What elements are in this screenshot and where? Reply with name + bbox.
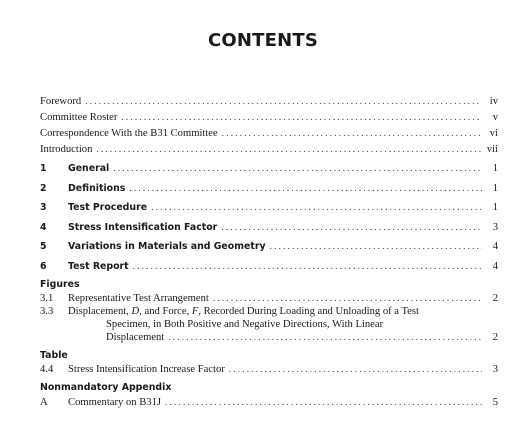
dot-leader <box>222 126 482 140</box>
toc-figure-3-3[interactable] <box>40 305 498 345</box>
toc-table-label: Stress Intensification Increase Factor <box>68 364 225 375</box>
toc-figure-number: 3.3 <box>40 306 54 317</box>
toc-entry-page: 1 <box>492 183 498 194</box>
toc-entry-page: 1 <box>492 163 498 174</box>
dot-leader <box>85 94 482 108</box>
toc-entry-page: 3 <box>492 364 498 375</box>
dot-leader <box>129 181 482 195</box>
appendix-heading: Nonmandatory Appendix <box>40 382 172 393</box>
toc-figure-3-1[interactable] <box>40 291 498 305</box>
toc-figure-label-line1 <box>68 305 419 318</box>
toc-section-label: General <box>68 163 110 174</box>
toc-appendix-a[interactable] <box>40 395 498 409</box>
symbol-f: F <box>191 306 199 317</box>
toc-entry-committee-roster[interactable] <box>40 110 498 124</box>
toc-entry-page: 5 <box>492 397 498 408</box>
toc-section-1[interactable] <box>40 161 498 175</box>
dot-leader <box>168 331 482 344</box>
toc-figure-label: Representative Test Arrangement <box>68 293 209 304</box>
dot-leader <box>133 259 482 273</box>
dot-leader <box>213 291 482 305</box>
dot-leader <box>113 161 482 175</box>
dot-leader <box>270 239 482 253</box>
toc-section-number: 2 <box>40 183 47 194</box>
toc-section-5[interactable] <box>40 239 498 253</box>
page-title: CONTENTS <box>207 30 319 51</box>
toc-entry-label: Committee Roster <box>40 112 118 123</box>
toc-section-number: 4 <box>40 222 47 233</box>
toc-section-label: Variations in Materials and Geometry <box>68 241 266 252</box>
toc-entry-page: vi <box>489 128 498 139</box>
toc-section-2[interactable] <box>40 181 498 195</box>
dot-leader <box>96 142 482 156</box>
toc-section-label: Test Procedure <box>68 202 148 213</box>
toc-entry-introduction[interactable] <box>40 142 498 156</box>
label-fragment: , Recorded During Loading and Unloading of a Test <box>198 306 419 317</box>
label-fragment: Displacement, <box>68 306 132 317</box>
table-heading: Table <box>40 350 68 361</box>
dot-leader <box>151 200 482 214</box>
toc-entry-page: iv <box>489 96 498 107</box>
toc-section-label: Stress Intensification Factor <box>68 222 218 233</box>
toc-section-number: 5 <box>40 241 47 252</box>
toc-section-label: Definitions <box>68 183 126 194</box>
toc-entry-page: 1 <box>492 202 498 213</box>
toc-entry-label: Foreword <box>40 96 82 107</box>
toc-entry-page: 3 <box>492 222 498 233</box>
figures-heading: Figures <box>40 279 80 290</box>
toc-section-number: 3 <box>40 202 47 213</box>
toc-section-4[interactable] <box>40 220 498 234</box>
toc-figure-label-line3 <box>106 331 498 344</box>
toc-entry-foreword[interactable] <box>40 94 498 108</box>
toc-figure-number: 3.1 <box>40 293 54 304</box>
toc-section-label: Test Report <box>68 261 129 272</box>
dot-leader <box>165 395 482 409</box>
toc-table-4-4[interactable] <box>40 362 498 376</box>
dot-leader <box>229 362 482 376</box>
toc-table-number: 4.4 <box>40 364 54 375</box>
dot-leader <box>121 110 482 124</box>
label-fragment: , and Force, <box>139 306 192 317</box>
toc-entry-page: 4 <box>492 261 498 272</box>
toc-entry-page: v <box>492 112 498 123</box>
toc-entry-page: 2 <box>492 293 498 304</box>
dot-leader <box>221 220 482 234</box>
toc-section-number: 6 <box>40 261 47 272</box>
toc-entry-label: Introduction <box>40 144 93 155</box>
toc-entry-page: vii <box>486 144 498 155</box>
toc-appendix-letter: A <box>40 397 48 408</box>
toc-section-number: 1 <box>40 163 47 174</box>
toc-entry-page: 2 <box>492 332 498 343</box>
toc-appendix-label: Commentary on B31J <box>68 397 161 408</box>
toc-section-3[interactable] <box>40 200 498 214</box>
toc-figure-label-end: Displacement <box>106 332 165 343</box>
symbol-d: D <box>131 306 140 317</box>
toc-section-6[interactable] <box>40 259 498 273</box>
toc-entry-correspondence[interactable] <box>40 126 498 140</box>
toc-entry-page: 4 <box>492 241 498 252</box>
toc-entry-label: Correspondence With the B31 Committee <box>40 128 218 139</box>
toc-figure-label-line2: Specimen, in Both Positive and Negative Directions, With Linear <box>106 319 384 330</box>
